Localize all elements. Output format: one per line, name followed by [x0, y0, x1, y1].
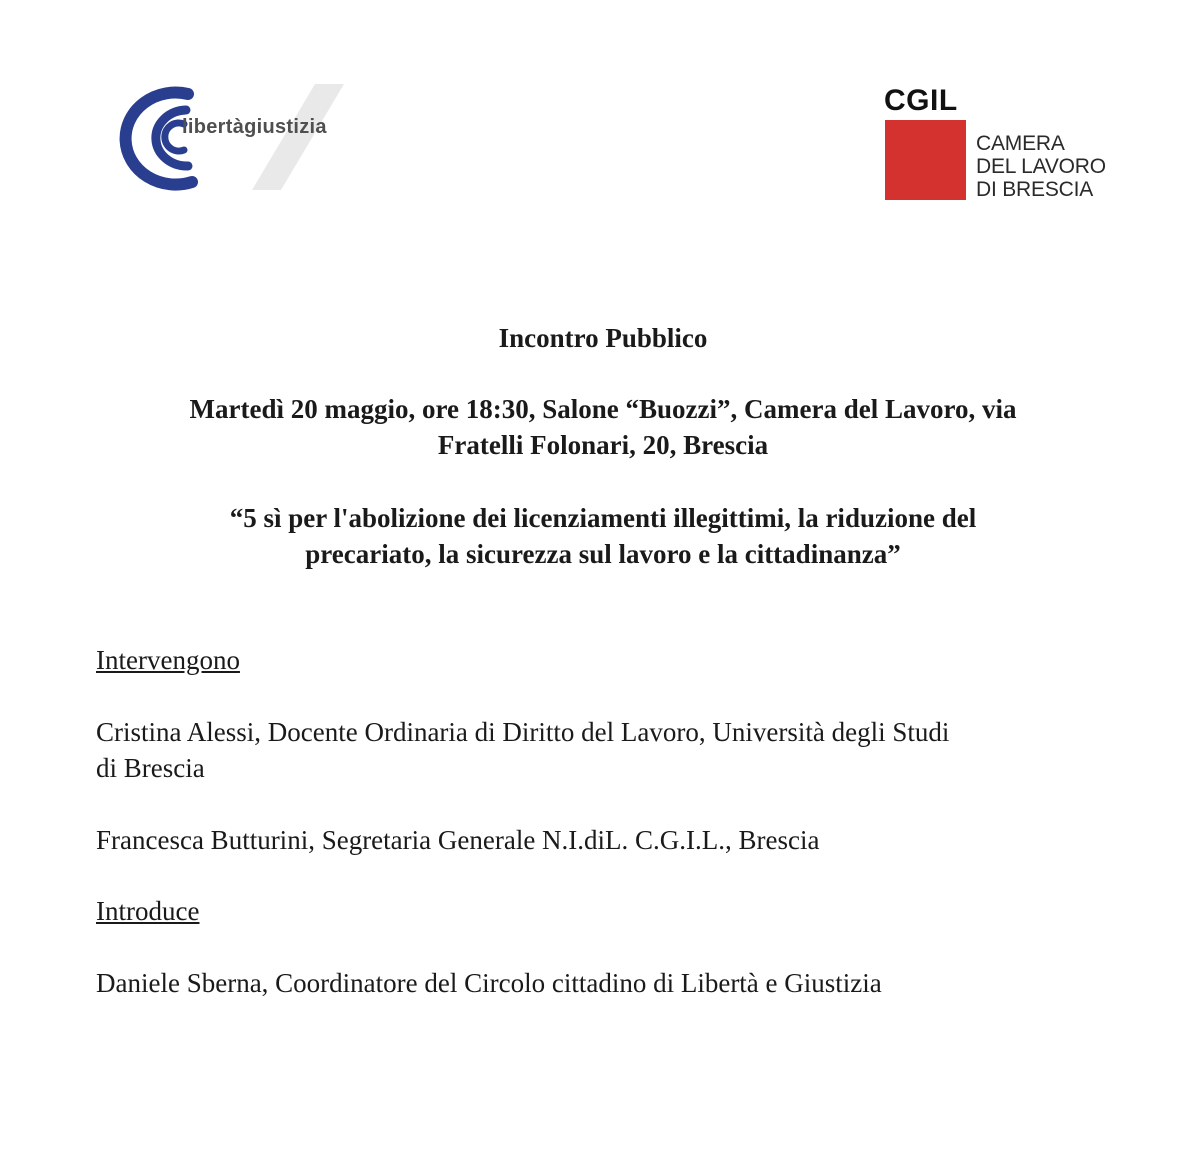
speaker-item — [96, 822, 1136, 858]
event-title-line: precariato, la sicurezza sul lavoro e la cittadinanza” — [305, 539, 901, 569]
event-details-line: Martedì 20 maggio, ore 18:30, Salone “Buozzi”, Camera del Lavoro, via — [189, 394, 1017, 424]
introduction-text: Daniele Sberna, Coordinatore del Circolo cittadino di Libertà e Giustizia — [96, 968, 882, 998]
introduction-label: Introduce — [96, 896, 200, 926]
event-title-line: “5 sì per l'abolizione dei licenziamenti illegittimi, la riduzione del — [229, 503, 977, 533]
cgil-logo-red-square — [885, 120, 966, 200]
event-details — [60, 391, 1146, 463]
cgil-logo-line: DEL LAVORO — [976, 155, 1106, 178]
cgil-logo-word: CGIL — [884, 84, 958, 117]
event-details-line: Fratelli Folonari, 20, Brescia — [437, 430, 769, 460]
cgil-logo-lines — [976, 132, 1106, 201]
speaker-item — [96, 714, 1136, 786]
event-heading-text: Incontro Pubblico — [498, 323, 708, 353]
speaker-line: Francesca Butturini, Segretaria Generale N.I.diL. C.G.I.L., Brescia — [96, 825, 820, 855]
event-title — [60, 500, 1146, 572]
libertagiustizia-logo-text: libertàgiustizia — [182, 116, 327, 138]
cgil-logo-line: DI BRESCIA — [976, 178, 1094, 201]
cgil-logo — [884, 86, 1124, 206]
speakers-label: Intervengono — [96, 645, 240, 675]
cgil-logo-line: CAMERA — [976, 132, 1065, 155]
speaker-line: Cristina Alessi, Docente Ordinaria di Diritto del Lavoro, Università degli Studi — [96, 717, 950, 747]
libertagiustizia-logo — [100, 80, 400, 195]
speaker-line: di Brescia — [96, 753, 205, 783]
event-heading — [60, 320, 1146, 356]
